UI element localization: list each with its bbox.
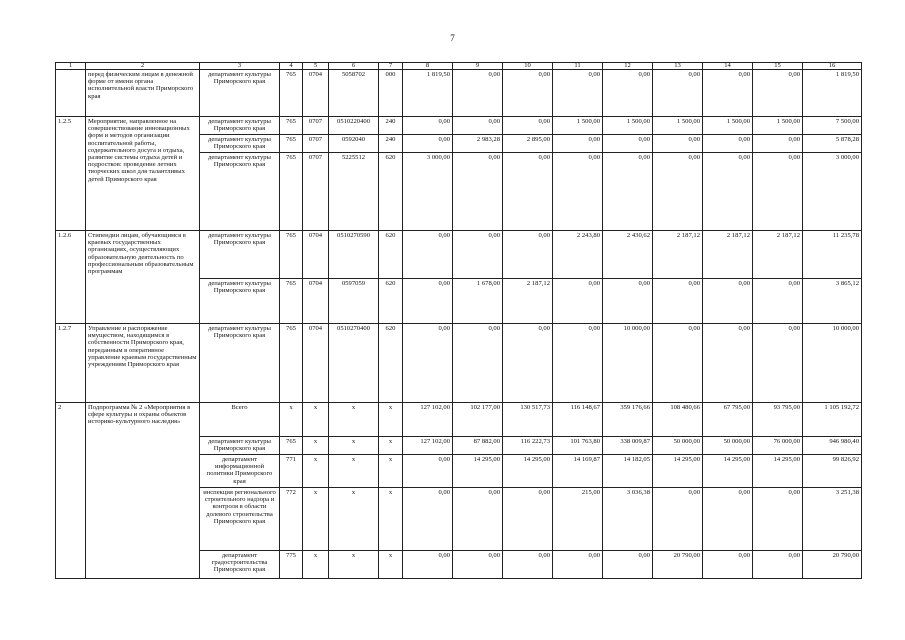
amount-cell: 2 430,62 (603, 231, 653, 279)
amount-cell: 0,00 (553, 70, 603, 117)
amount-cell: 116 148,67 (553, 403, 603, 437)
amount-cell: 1 678,00 (453, 279, 503, 324)
department-cell: департамент культуры Приморского края (200, 437, 280, 455)
department-cell: департамент культуры Приморского края (200, 135, 280, 153)
ministry-code-cell: 765 (280, 437, 303, 455)
section-code-cell: 0704 (303, 324, 329, 403)
amount-cell: 14 295,00 (653, 455, 703, 488)
amount-cell: 0,00 (503, 231, 553, 279)
amount-cell: 0,00 (603, 153, 653, 231)
total-cell: 3 000,00 (803, 153, 862, 231)
total-cell: 11 235,78 (803, 231, 862, 279)
amount-cell: 0,00 (503, 117, 553, 135)
item-number-cell: 1.2.5 (56, 117, 86, 231)
target-code-cell: 0510270590 (329, 231, 379, 279)
department-cell: Всего (200, 403, 280, 437)
amount-cell: 0,00 (553, 153, 603, 231)
expense-type-cell: х (379, 437, 403, 455)
ministry-code-cell: 765 (280, 279, 303, 324)
total-cell: 3 251,38 (803, 488, 862, 551)
amount-cell: 0,00 (653, 135, 703, 153)
amount-cell: 127 102,00 (403, 437, 453, 455)
budget-table (55, 62, 862, 579)
ministry-code-cell: 765 (280, 117, 303, 135)
amount-cell: 0,00 (703, 488, 753, 551)
department-cell: департамент культуры Приморского края (200, 117, 280, 135)
amount-cell: 87 882,00 (453, 437, 503, 455)
amount-cell: 2 187,12 (653, 231, 703, 279)
ministry-code-cell: 765 (280, 324, 303, 403)
amount-cell: 0,00 (403, 324, 453, 403)
amount-cell: 1 500,00 (603, 117, 653, 135)
amount-cell: 0,00 (503, 551, 553, 579)
amount-cell: 0,00 (753, 70, 803, 117)
amount-cell: 1 500,00 (703, 117, 753, 135)
target-code-cell: х (329, 551, 379, 579)
column-header: 5 (303, 63, 329, 70)
amount-cell: 116 222,73 (503, 437, 553, 455)
target-code-cell: 5058702 (329, 70, 379, 117)
amount-cell: 0,00 (453, 70, 503, 117)
column-header: 9 (453, 63, 503, 70)
amount-cell: 0,00 (753, 279, 803, 324)
target-code-cell: х (329, 437, 379, 455)
item-number-cell (56, 70, 86, 117)
amount-cell: 127 102,00 (403, 403, 453, 437)
expense-type-cell: 240 (379, 117, 403, 135)
column-header: 15 (753, 63, 803, 70)
amount-cell: 0,00 (603, 551, 653, 579)
section-code-cell: 0707 (303, 117, 329, 135)
target-code-cell: 0597059 (329, 279, 379, 324)
table-row (56, 403, 862, 437)
target-code-cell: 0510220400 (329, 117, 379, 135)
amount-cell: 0,00 (753, 488, 803, 551)
amount-cell: 0,00 (553, 551, 603, 579)
expense-type-cell: 240 (379, 135, 403, 153)
expense-type-cell: х (379, 455, 403, 488)
amount-cell: 2 243,80 (553, 231, 603, 279)
amount-cell: 14 295,00 (753, 455, 803, 488)
department-cell: департамент информационной политики Приморского края (200, 455, 280, 488)
amount-cell: 0,00 (753, 135, 803, 153)
department-cell: департамент градостроительства Приморского края (200, 551, 280, 579)
amount-cell: 0,00 (653, 324, 703, 403)
amount-cell: 0,00 (503, 324, 553, 403)
amount-cell: 0,00 (603, 279, 653, 324)
total-cell: 3 865,12 (803, 279, 862, 324)
ministry-code-cell: х (280, 403, 303, 437)
target-code-cell: 0592040 (329, 135, 379, 153)
amount-cell: 0,00 (453, 231, 503, 279)
item-name-cell: перед физическим лицам в денежной форме от имени органа исполнительной власти Приморского края (86, 70, 200, 117)
column-header: 2 (86, 63, 200, 70)
amount-cell: 108 480,66 (653, 403, 703, 437)
expense-type-cell: х (379, 488, 403, 551)
amount-cell: 0,00 (403, 488, 453, 551)
expense-type-cell: 620 (379, 231, 403, 279)
amount-cell: 1 500,00 (653, 117, 703, 135)
column-header: 12 (603, 63, 653, 70)
amount-cell: 215,00 (553, 488, 603, 551)
department-cell: департамент культуры Приморского края (200, 153, 280, 231)
ministry-code-cell: 765 (280, 231, 303, 279)
amount-cell: 0,00 (653, 279, 703, 324)
amount-cell: 0,00 (453, 488, 503, 551)
amount-cell: 0,00 (753, 551, 803, 579)
expense-type-cell: 620 (379, 324, 403, 403)
column-header: 7 (379, 63, 403, 70)
ministry-code-cell: 765 (280, 135, 303, 153)
column-header: 13 (653, 63, 703, 70)
amount-cell: 0,00 (603, 135, 653, 153)
department-cell: департамент культуры Приморского края (200, 70, 280, 117)
total-cell: 7 500,00 (803, 117, 862, 135)
total-cell: 20 790,00 (803, 551, 862, 579)
section-code-cell: х (303, 551, 329, 579)
amount-cell: 0,00 (703, 70, 753, 117)
amount-cell: 338 009,87 (603, 437, 653, 455)
column-header: 6 (329, 63, 379, 70)
amount-cell: 0,00 (403, 551, 453, 579)
amount-cell: 0,00 (503, 488, 553, 551)
amount-cell: 0,00 (553, 135, 603, 153)
amount-cell: 0,00 (453, 153, 503, 231)
column-header: 4 (280, 63, 303, 70)
expense-type-cell: 620 (379, 153, 403, 231)
table-row (56, 324, 862, 403)
amount-cell: 0,00 (753, 324, 803, 403)
target-code-cell: х (329, 455, 379, 488)
department-cell: инспекция регионального строительного надзора и контроля в области долевого строительства Приморского края (200, 488, 280, 551)
amount-cell: 50 000,00 (703, 437, 753, 455)
target-code-cell: х (329, 488, 379, 551)
section-code-cell: 0704 (303, 279, 329, 324)
item-name-cell: Стипендии лицам, обучающимся в краевых государственных организациях, осуществляющих образовательную деятельность по профессиональным образовательным программам (86, 231, 200, 324)
amount-cell: 0,00 (453, 117, 503, 135)
amount-cell: 50 000,00 (653, 437, 703, 455)
amount-cell: 14 295,00 (703, 455, 753, 488)
ministry-code-cell: 765 (280, 153, 303, 231)
amount-cell: 0,00 (403, 231, 453, 279)
amount-cell: 359 176,66 (603, 403, 653, 437)
amount-cell: 0,00 (403, 117, 453, 135)
ministry-code-cell: 765 (280, 70, 303, 117)
amount-cell: 14 169,87 (553, 455, 603, 488)
expense-type-cell: х (379, 551, 403, 579)
expense-type-cell: х (379, 403, 403, 437)
page-number: 7 (450, 33, 455, 43)
section-code-cell: х (303, 455, 329, 488)
total-cell: 946 980,40 (803, 437, 862, 455)
amount-cell: 102 177,00 (453, 403, 503, 437)
amount-cell: 2 895,00 (503, 135, 553, 153)
column-header: 3 (200, 63, 280, 70)
item-name-cell: Управление и распоряжение имуществом, находящимся в собственности Приморского края, переданным в оперативное управление краевым государственным учреждениям Приморского края (86, 324, 200, 403)
amount-cell: 0,00 (553, 279, 603, 324)
amount-cell: 0,00 (403, 279, 453, 324)
amount-cell: 3 036,38 (603, 488, 653, 551)
total-cell: 99 826,92 (803, 455, 862, 488)
column-header: 14 (703, 63, 753, 70)
item-number-cell: 1.2.7 (56, 324, 86, 403)
column-header: 11 (553, 63, 603, 70)
total-cell: 1 105 192,72 (803, 403, 862, 437)
section-code-cell: х (303, 488, 329, 551)
amount-cell: 130 517,73 (503, 403, 553, 437)
total-cell: 1 819,50 (803, 70, 862, 117)
amount-cell: 0,00 (703, 551, 753, 579)
amount-cell: 0,00 (553, 324, 603, 403)
amount-cell: 0,00 (453, 551, 503, 579)
amount-cell: 2 187,12 (703, 231, 753, 279)
amount-cell: 0,00 (503, 153, 553, 231)
amount-cell: 76 000,00 (753, 437, 803, 455)
table-row (56, 117, 862, 135)
column-header: 16 (803, 63, 862, 70)
amount-cell: 0,00 (503, 70, 553, 117)
table-row (56, 70, 862, 117)
total-cell: 5 878,28 (803, 135, 862, 153)
amount-cell: 101 763,80 (553, 437, 603, 455)
amount-cell: 0,00 (653, 488, 703, 551)
amount-cell: 2 187,12 (753, 231, 803, 279)
section-code-cell: 0704 (303, 70, 329, 117)
amount-cell: 3 000,00 (403, 153, 453, 231)
amount-cell: 0,00 (403, 135, 453, 153)
total-cell: 10 000,00 (803, 324, 862, 403)
amount-cell: 2 187,12 (503, 279, 553, 324)
section-code-cell: 0707 (303, 135, 329, 153)
amount-cell: 1 819,50 (403, 70, 453, 117)
section-code-cell: х (303, 437, 329, 455)
ministry-code-cell: 771 (280, 455, 303, 488)
amount-cell: 0,00 (653, 153, 703, 231)
amount-cell: 0,00 (403, 455, 453, 488)
column-header: 10 (503, 63, 553, 70)
column-header: 8 (403, 63, 453, 70)
item-number-cell: 1.2.6 (56, 231, 86, 324)
amount-cell: 0,00 (603, 70, 653, 117)
expense-type-cell: 000 (379, 70, 403, 117)
amount-cell: 0,00 (753, 153, 803, 231)
amount-cell: 0,00 (653, 70, 703, 117)
amount-cell: 0,00 (453, 324, 503, 403)
table-row (56, 231, 862, 279)
amount-cell: 10 000,00 (603, 324, 653, 403)
amount-cell: 0,00 (703, 135, 753, 153)
amount-cell: 14 182,05 (603, 455, 653, 488)
section-code-cell: 0704 (303, 231, 329, 279)
column-header: 1 (56, 63, 86, 70)
department-cell: департамент культуры Приморского края (200, 231, 280, 279)
amount-cell: 2 983,28 (453, 135, 503, 153)
item-name-cell: Подпрограмма № 2 «Мероприятия в сфере культуры и охраны объектов историко-культурного наследия» (86, 403, 200, 579)
ministry-code-cell: 775 (280, 551, 303, 579)
item-name-cell: Мероприятие, направленное на совершенствование инновационных форм и методов организации воспитательной работы, содержательного досуга и отдыха, развитие системы отдыха детей и подростков: проведение летних творческих школ для талантливых детей Приморского края (86, 117, 200, 231)
amount-cell: 0,00 (703, 324, 753, 403)
amount-cell: 1 500,00 (553, 117, 603, 135)
target-code-cell: 0510270400 (329, 324, 379, 403)
section-code-cell: 0707 (303, 153, 329, 231)
department-cell: департамент культуры Приморского края (200, 324, 280, 403)
amount-cell: 14 295,00 (453, 455, 503, 488)
amount-cell: 93 795,00 (753, 403, 803, 437)
expense-type-cell: 620 (379, 279, 403, 324)
section-code-cell: х (303, 403, 329, 437)
item-number-cell: 2 (56, 403, 86, 579)
amount-cell: 1 500,00 (753, 117, 803, 135)
amount-cell: 0,00 (703, 279, 753, 324)
amount-cell: 67 795,00 (703, 403, 753, 437)
department-cell: департамент культуры Приморского края (200, 279, 280, 324)
target-code-cell: х (329, 403, 379, 437)
target-code-cell: 5225512 (329, 153, 379, 231)
amount-cell: 0,00 (703, 153, 753, 231)
amount-cell: 14 295,00 (503, 455, 553, 488)
ministry-code-cell: 772 (280, 488, 303, 551)
column-number-row (56, 63, 862, 70)
amount-cell: 20 790,00 (653, 551, 703, 579)
